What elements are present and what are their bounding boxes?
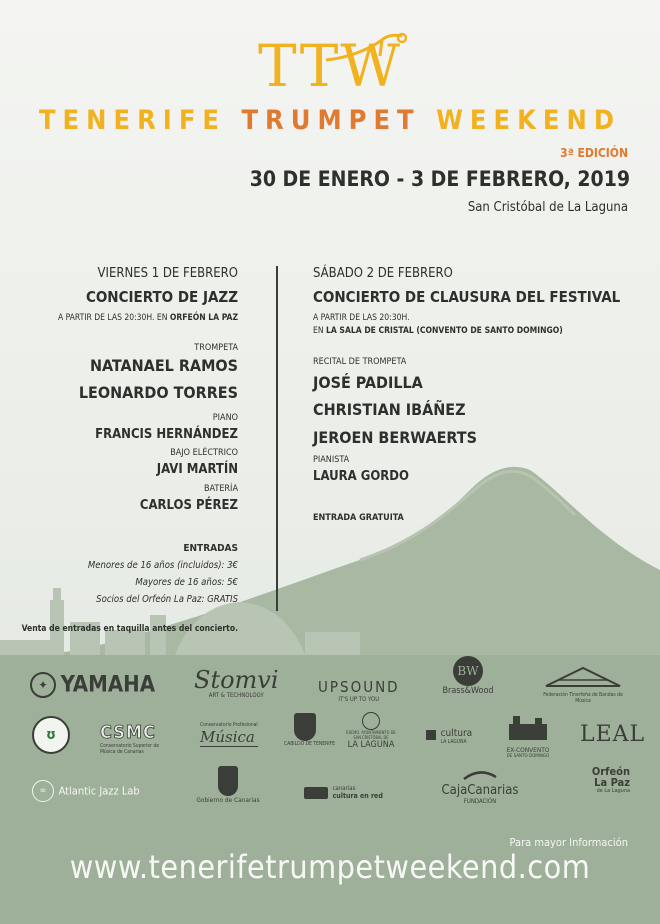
- left-event: CONCIERTO DE JAZZ: [85, 288, 238, 306]
- right-name-1: JOSÉ PADILLA: [313, 373, 423, 392]
- title-weekend: WEEKEND: [420, 105, 621, 136]
- left-role-piano: PIANO: [212, 413, 238, 423]
- canarias-red-icon: [304, 787, 328, 799]
- ticket-under-16: Menores de 16 años (incluidos): 3€: [87, 560, 238, 571]
- orfeon-lapaz: La Paz: [594, 776, 630, 789]
- canarias-red-name: cultura en red: [332, 792, 383, 800]
- cajacanarias-sub: FUNDACIÓN: [463, 798, 497, 805]
- cultura-name: cultura: [440, 728, 473, 739]
- right-name-4: LAURA GORDO: [313, 469, 409, 484]
- yamaha-name: YAMAHA: [60, 672, 156, 698]
- left-role-trumpet: TROMPETA: [194, 343, 238, 353]
- stomvi-logo: [194, 666, 279, 699]
- atlantic-jazz-name: Atlantic Jazz Lab: [58, 784, 140, 798]
- atlantic-jazz-logo: [32, 780, 140, 802]
- school-seal-icon: ʊ: [32, 716, 70, 754]
- upsound-logo: [318, 678, 400, 703]
- tickets-title: ENTRADAS: [183, 543, 238, 554]
- la-laguna-top: EXCMO. AYUNTAMIENTO DE SAN CRISTÓBAL DE: [346, 730, 396, 740]
- canarias-red-text: [333, 785, 383, 800]
- musica-top: Conservatorio Profesional: [200, 722, 258, 728]
- atlantic-jazz-circle-icon: ∞: [32, 780, 54, 802]
- musica-name: Música: [200, 728, 258, 747]
- gobierno-name: Gobierno de Canarias: [196, 796, 260, 804]
- leal-name: LEAL: [580, 722, 646, 747]
- federacion-name: Federación Tinerfeña de Bandas de Música: [543, 692, 623, 704]
- csmc-subtitle: Conservatorio Superior de Música de Canarias: [100, 743, 159, 755]
- right-venue: LA SALA DE CRISTAL (CONVENTO DE SANTO DOMINGO): [325, 326, 563, 336]
- right-role-pianist: PIANISTA: [313, 455, 350, 465]
- gobierno-shield-icon: [218, 766, 238, 796]
- right-event: CONCIERTO DE CLAUSURA DEL FESTIVAL: [313, 288, 621, 306]
- free-entry: ENTRADA GRATUITA: [313, 513, 404, 523]
- yamaha-tuning-fork-icon: ✦: [30, 672, 56, 698]
- brasswood-emblem-icon: BW: [453, 656, 483, 686]
- upsound-tagline: IT'S UP TO YOU: [338, 696, 380, 703]
- website-link[interactable]: www.tenerifetrumpetweekend.com: [69, 848, 591, 886]
- canarias-red-top: canarias: [332, 785, 356, 792]
- brasswood-logo: [440, 656, 496, 696]
- box-office-note: Venta de entradas en taquilla antes del concierto.: [21, 624, 238, 634]
- csmc-logo: [100, 722, 170, 755]
- right-name-3: JEROEN BERWAERTS: [313, 428, 477, 447]
- edition-label: 3ª EDICIÓN: [560, 146, 628, 160]
- festival-dates: 30 DE ENERO - 3 DE FEBRERO, 2019: [249, 167, 630, 191]
- cultura-text: [441, 728, 473, 745]
- ticket-over-16: Mayores de 16 años: 5€: [135, 577, 238, 588]
- cultura-square-icon: [426, 730, 436, 740]
- exconvento-sub: DE SANTO DOMINGO: [506, 754, 550, 759]
- musica-logo: [200, 722, 258, 747]
- exconvento-building-icon: [505, 714, 551, 742]
- left-role-drums: BATERÍA: [203, 484, 238, 494]
- left-day: VIERNES 1 DE FEBRERO: [97, 266, 238, 281]
- stomvi-name: Stomvi: [194, 666, 279, 694]
- gobierno-logo: [194, 766, 262, 804]
- canarias-cultura-red-logo: [304, 782, 383, 801]
- ticket-members: Socios del Orfeón La Paz: GRATIS: [96, 594, 238, 605]
- cajacanarias-name: CajaCanarias: [441, 783, 519, 798]
- federacion-emblem-icon: [538, 664, 628, 688]
- exconvento-logo: [500, 714, 556, 759]
- yamaha-logo: [30, 672, 155, 698]
- cabildo-name: CABILDO DE TENERIFE: [284, 741, 335, 747]
- title-trumpet: TRUMPET: [241, 105, 421, 136]
- left-name-2: LEONARDO TORRES: [78, 383, 238, 402]
- left-venue: ORFEÓN LA PAZ: [169, 313, 238, 323]
- right-venue-prefix: EN: [313, 326, 326, 336]
- right-time: A PARTIR DE LAS 20:30H.: [313, 313, 410, 323]
- cajacanarias-wave-icon: [460, 769, 500, 781]
- leal-logo: [580, 722, 645, 747]
- csmc-name: CSMC: [100, 722, 156, 743]
- left-role-bass: BAJO ELÉCTRICO: [170, 448, 238, 458]
- trumpet-bell-icon: [322, 32, 408, 66]
- right-name-2: CHRISTIAN IBÁÑEZ: [313, 400, 466, 419]
- left-name-1: NATANAEL RAMOS: [89, 356, 238, 375]
- festival-title: [0, 106, 660, 136]
- right-venue-line: [313, 326, 563, 336]
- la-laguna-crest-icon: [362, 712, 380, 730]
- festival-city: San Cristóbal de La Laguna: [467, 200, 628, 215]
- federacion-logo: [538, 664, 628, 704]
- school-seal-logo: [32, 716, 70, 754]
- left-name-5: CARLOS PÉREZ: [139, 498, 238, 513]
- cajacanarias-logo: [438, 766, 522, 805]
- title-tenerife: TENERIFE: [38, 105, 242, 136]
- orfeon-name: Orfeón: [591, 765, 630, 778]
- la-laguna-name: LA LAGUNA: [347, 740, 395, 750]
- brasswood-name: Brass&Wood: [442, 686, 494, 696]
- cabildo-shield-icon: [294, 713, 316, 741]
- left-time-venue: [58, 313, 238, 323]
- right-day: SÁBADO 2 DE FEBRERO: [313, 266, 453, 281]
- orfeon-la-paz-logo: [576, 766, 630, 794]
- cabildo-logo: [284, 713, 335, 747]
- cultura-laguna-logo: [426, 728, 472, 747]
- left-name-4: JAVI MARTÍN: [156, 462, 238, 477]
- stomvi-tagline: ART & TECHNOLOGY: [208, 692, 264, 699]
- cultura-sub: LA LAGUNA: [440, 739, 467, 745]
- upsound-name: UPSOUND: [318, 678, 400, 696]
- orfeon-sub: de La Laguna: [596, 788, 630, 794]
- left-name-3: FRANCIS HERNÁNDEZ: [95, 427, 238, 442]
- column-divider: [276, 266, 278, 611]
- right-role-recital: RECITAL DE TROMPETA: [313, 357, 407, 367]
- more-info-label: Para mayor Información: [509, 836, 628, 849]
- ttw-logo: TTW: [257, 32, 403, 100]
- la-laguna-logo: [344, 712, 398, 750]
- left-time: A PARTIR DE LAS 20:30H. EN: [57, 313, 170, 323]
- exconvento-name: EX-CONVENTO: [506, 746, 550, 754]
